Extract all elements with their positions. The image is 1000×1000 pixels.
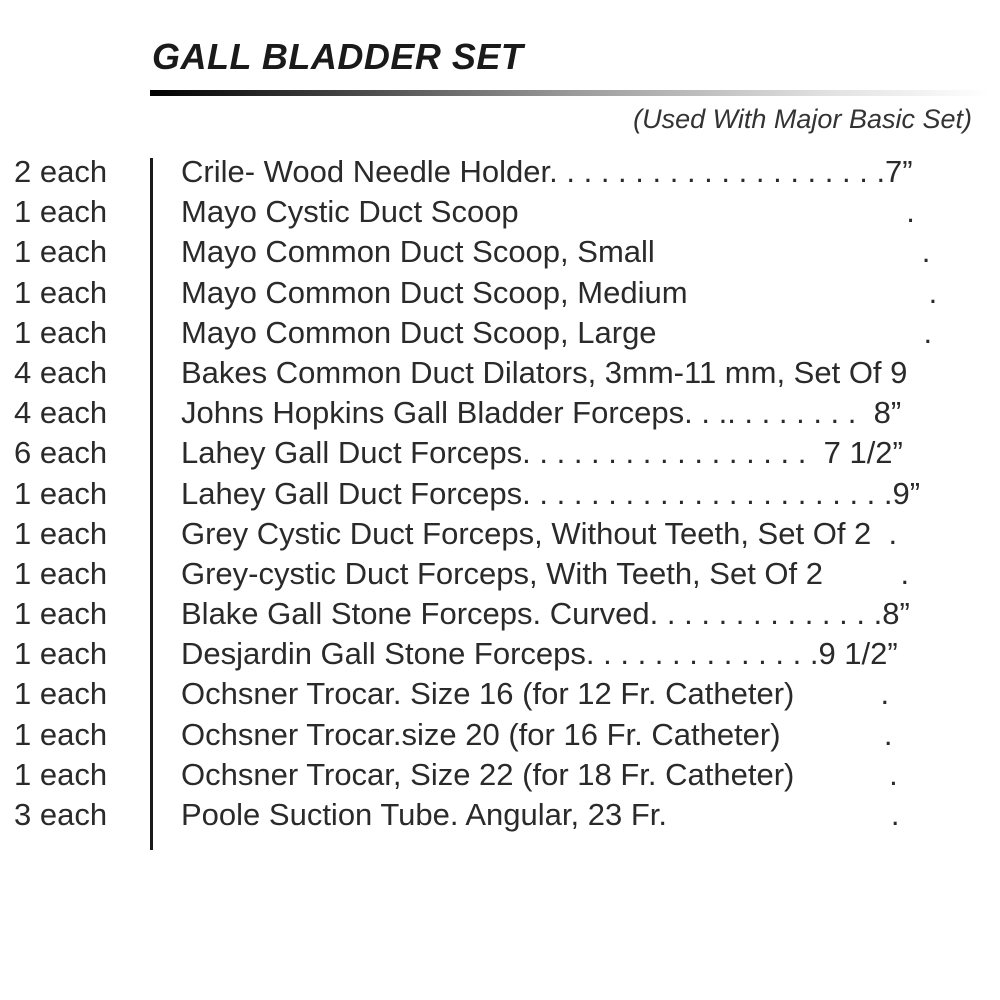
list-item bbox=[0, 313, 1000, 353]
list-item bbox=[0, 594, 1000, 634]
item-description: Lahey Gall Duct Forceps. . . . . . . . . . . . . . . . . 7 1/2” bbox=[181, 435, 903, 471]
item-description: Mayo Common Duct Scoop, Small . bbox=[181, 234, 931, 270]
item-quantity: 1 each bbox=[14, 716, 108, 752]
item-description: Lahey Gall Duct Forceps. . . . . . . . . . . . . . . . . . . . . .9” bbox=[181, 475, 921, 511]
item-quantity: 1 each bbox=[14, 234, 108, 270]
item-description: Ochsner Trocar. Size 16 (for 12 Fr. Catheter) . bbox=[181, 676, 890, 712]
item-description: Ochsner Trocar.size 20 (for 16 Fr. Catheter) . bbox=[181, 716, 893, 752]
item-description: Ochsner Trocar, Size 22 (for 18 Fr. Catheter) . bbox=[181, 756, 898, 792]
item-quantity: 4 each bbox=[14, 395, 108, 431]
item-quantity: 1 each bbox=[14, 274, 108, 310]
list-item bbox=[0, 514, 1000, 554]
list-item bbox=[0, 393, 1000, 433]
item-quantity: 6 each bbox=[14, 435, 108, 471]
item-quantity: 1 each bbox=[14, 314, 108, 350]
item-description: Bakes Common Duct Dilators, 3mm-11 mm, Set Of 9 bbox=[181, 354, 908, 390]
list-item bbox=[0, 554, 1000, 594]
item-quantity: 2 each bbox=[14, 154, 108, 189]
list-item bbox=[0, 353, 1000, 393]
list-item bbox=[0, 192, 1000, 232]
item-description: Crile- Wood Needle Holder. . . . . . . . . . . . . . . . . . . .7” bbox=[181, 154, 913, 189]
item-quantity: 1 each bbox=[14, 555, 108, 591]
list-item bbox=[0, 674, 1000, 714]
item-description: Johns Hopkins Gall Bladder Forceps. . .. . . . . . . . 8” bbox=[181, 395, 902, 431]
item-quantity: 1 each bbox=[14, 515, 108, 551]
list-item bbox=[0, 634, 1000, 674]
item-quantity: 3 each bbox=[14, 797, 108, 832]
item-description: Blake Gall Stone Forceps. Curved. . . . . . . . . . . . . .8” bbox=[181, 596, 910, 632]
item-quantity: 1 each bbox=[14, 596, 108, 632]
item-description: Poole Suction Tube. Angular, 23 Fr. . bbox=[181, 797, 900, 832]
item-quantity: 1 each bbox=[14, 636, 108, 672]
page-title: GALL BLADDER SET bbox=[152, 36, 524, 77]
title-underline bbox=[150, 90, 990, 96]
list-item bbox=[0, 152, 1000, 192]
instrument-list bbox=[0, 152, 1000, 835]
item-description: Desjardin Gall Stone Forceps. . . . . . . . . . . . . .9 1/2” bbox=[181, 636, 898, 672]
item-description: Grey-cystic Duct Forceps, With Teeth, Set Of 2 . bbox=[181, 555, 910, 591]
item-description: Mayo Common Duct Scoop, Large . bbox=[181, 314, 933, 350]
item-description: Mayo Common Duct Scoop, Medium . bbox=[181, 274, 938, 310]
item-description: Grey Cystic Duct Forceps, Without Teeth, Set Of 2 . bbox=[181, 515, 898, 551]
item-quantity: 4 each bbox=[14, 354, 108, 390]
item-quantity: 1 each bbox=[14, 676, 108, 712]
item-quantity: 1 each bbox=[14, 194, 108, 230]
item-description: Mayo Cystic Duct Scoop . bbox=[181, 194, 915, 230]
list-item bbox=[0, 474, 1000, 514]
item-quantity: 1 each bbox=[14, 756, 108, 792]
item-quantity: 1 each bbox=[14, 475, 108, 511]
list-item bbox=[0, 433, 1000, 473]
page-subtitle: (Used With Major Basic Set) bbox=[633, 104, 972, 134]
list-item bbox=[0, 795, 1000, 835]
list-item bbox=[0, 755, 1000, 795]
list-item bbox=[0, 715, 1000, 755]
list-item bbox=[0, 273, 1000, 313]
list-item bbox=[0, 232, 1000, 272]
